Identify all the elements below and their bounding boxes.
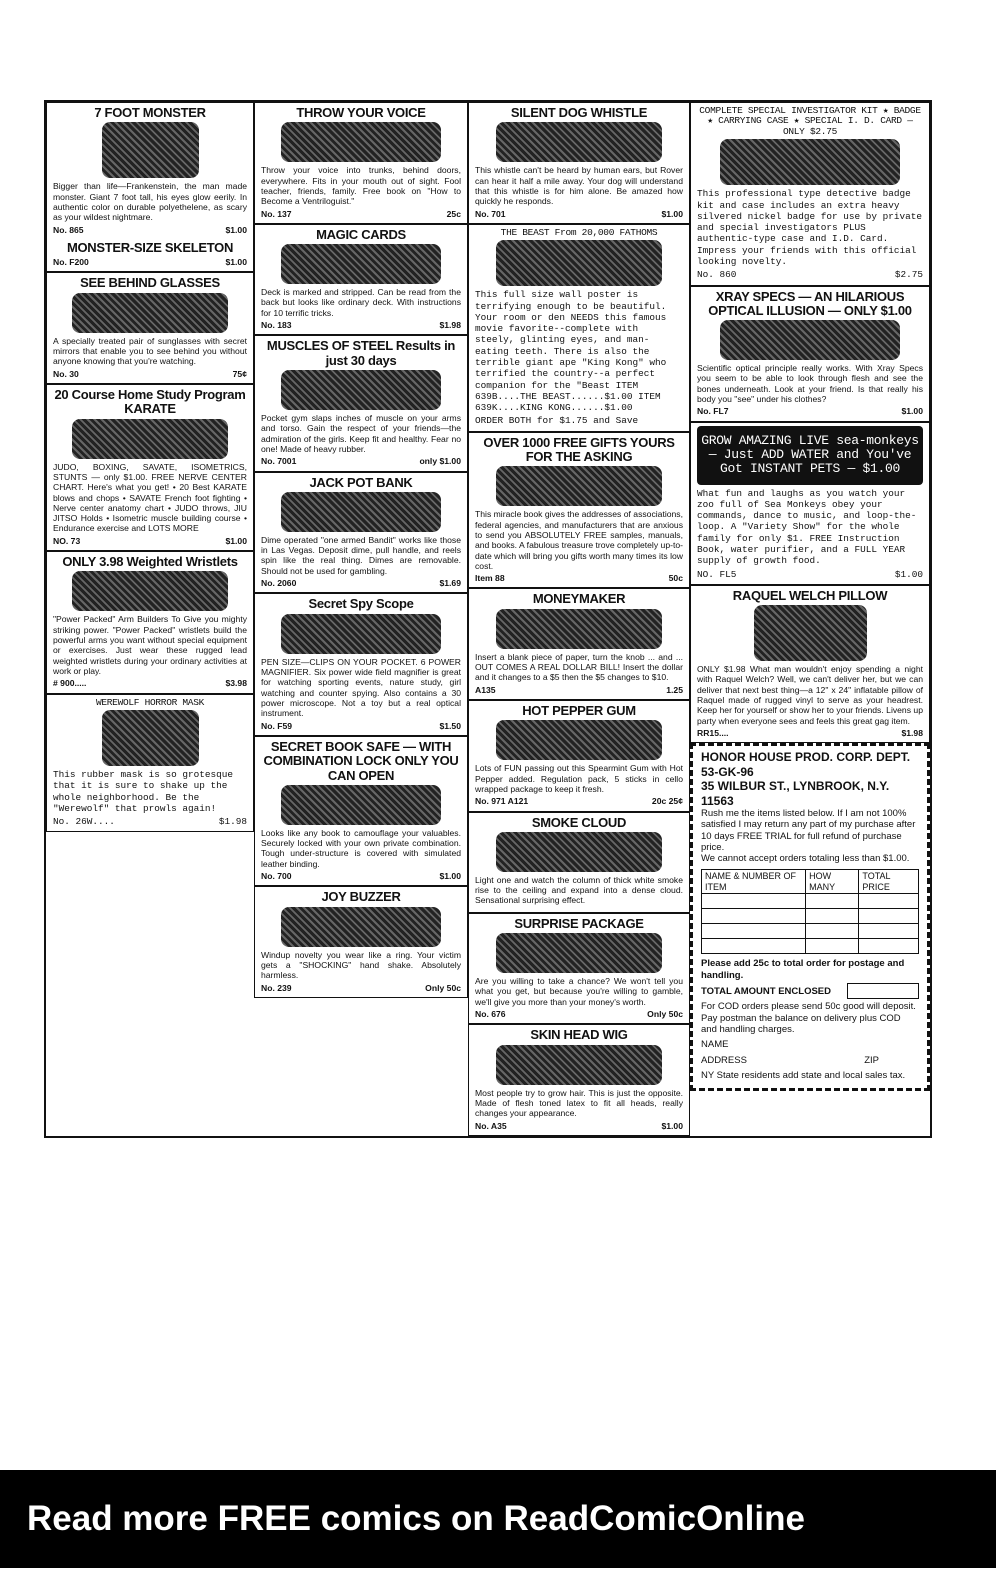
order-company: HONOR HOUSE PROD. CORP. DEPT. 53-GK-96 bbox=[701, 750, 911, 779]
ad-monster bbox=[46, 102, 254, 272]
ad-description: Throw your voice into trunks, behind doors, everywhere. Fits in your mouth out of sight. Fool teacher, friends, family. Free book on "How to Become a Ventriloguist." bbox=[261, 165, 461, 207]
total-label: TOTAL AMOUNT ENCLOSED bbox=[701, 985, 832, 997]
item-price: $1.69 bbox=[439, 578, 461, 589]
item-number: No. 183 bbox=[261, 320, 292, 331]
item-price: $1.00 bbox=[894, 568, 923, 580]
ad-price-line bbox=[53, 678, 247, 688]
order-cod: For COD orders please send 50c good will deposit. Pay postman the balance on delivery plus COD and handling charges. bbox=[701, 1001, 916, 1036]
item-number: No. 2060 bbox=[261, 578, 297, 589]
banner-text: Read more FREE comics on ReadComicOnline bbox=[27, 1499, 805, 1538]
ad-description: Insert a blank piece of paper, turn the knob ... and ... OUT COMES A REAL DOLLAR BILL! Insert the dollar and it changes to a $5 then the $5 changes to $10. bbox=[475, 651, 683, 683]
slot-machine-bank-illustration bbox=[281, 492, 441, 532]
ad-price-line bbox=[261, 209, 461, 219]
ad-price-line bbox=[261, 456, 461, 466]
hot-pepper-gum-cartoon bbox=[496, 720, 662, 760]
ad-price-line bbox=[697, 406, 923, 416]
ad-karate bbox=[46, 384, 254, 551]
item-price: $1.98 bbox=[901, 728, 923, 739]
spy-scope-illustration bbox=[281, 614, 441, 654]
tax-note: NY State residents add state and local sales tax. bbox=[701, 1070, 906, 1082]
ad-title: SECRET BOOK SAFE — WITH COMBINATION LOCK ONLY YOU CAN OPEN bbox=[263, 738, 459, 783]
fist-and-athlete-illustration bbox=[72, 571, 227, 611]
item-price: $1.98 bbox=[439, 320, 461, 331]
detective-badge-kit-illustration bbox=[720, 139, 901, 185]
ad-price-line bbox=[475, 1121, 683, 1131]
ad-raquel bbox=[690, 585, 930, 743]
ad-price-line bbox=[261, 983, 461, 993]
item-number: No. 860 bbox=[697, 269, 737, 281]
item-number: No. 865 bbox=[53, 224, 84, 235]
item-number: No. 676 bbox=[475, 1009, 506, 1020]
item-number: No. 30 bbox=[53, 368, 79, 379]
ad-description: Are you willing to take a chance? We won't tell you what you get, but because you're willing to gamble, we'll give you more than your money's worth. bbox=[475, 976, 683, 1007]
ad-description: Windup novelty you wear like a ring. Your victim gets a "SHOCKING" hand shake. Absolutely harmless. bbox=[261, 949, 461, 981]
order-guarantee: Rush me the items listed below. If I am not 100% satisfied I may return any part of my purchase after 10 days FREE TRIAL for full refund of purchase price. bbox=[701, 807, 916, 854]
ad-title: MONSTER-SIZE SKELETON bbox=[66, 239, 234, 255]
sea-monkeys-logo bbox=[697, 426, 923, 485]
column-header: HOW MANY bbox=[806, 869, 859, 894]
ad-wig bbox=[468, 1024, 690, 1136]
order-minimum: We cannot accept orders totaling less than $1.00. bbox=[701, 853, 910, 865]
item-price: 20c 25¢ bbox=[651, 796, 683, 807]
ad-description: Most people try to grow hair. This is just the opposite. Made of flesh toned latex to fit all heads, really changes your appearance. bbox=[475, 1087, 683, 1119]
order-row[interactable] bbox=[702, 924, 919, 939]
item-number: NO. FL5 bbox=[697, 568, 737, 580]
order-form bbox=[690, 743, 930, 1090]
item-number: No. 971 A121 bbox=[475, 796, 529, 807]
ad-magic bbox=[254, 224, 468, 336]
ad-seamonkeys bbox=[690, 422, 930, 585]
ad-price-line bbox=[261, 320, 461, 330]
ventriloquist-illustration bbox=[281, 122, 441, 162]
comic-ad-page bbox=[44, 100, 932, 1138]
item-number: No. F200 bbox=[53, 257, 89, 268]
smoke-cloud-illustration bbox=[496, 832, 662, 872]
item-price: $3.98 bbox=[225, 678, 247, 689]
ad-price-line bbox=[475, 573, 683, 583]
ad-price-line bbox=[475, 209, 683, 219]
item-price: $1.50 bbox=[439, 720, 461, 731]
ad-description: A specially treated pair of sunglasses with secret mirrors that enable you to see behind you without anyone knowing that you're watching. bbox=[53, 335, 247, 367]
ad-whistle bbox=[468, 102, 690, 224]
ad-price-line bbox=[53, 257, 247, 267]
ad-title: XRAY SPECS — AN HILARIOUS OPTICAL ILLUSION — ONLY $1.00 bbox=[708, 288, 912, 318]
item-price: $1.00 bbox=[225, 257, 247, 268]
ad-title: WEREWOLF HORROR MASK bbox=[95, 696, 205, 708]
ad-description: PEN SIZE—CLIPS ON YOUR POCKET. 6 POWER MAGNIFIER. Six power wide field magnifier is great for watching sporting events, nature study, girl watching and counter spying. Also contains a 30 power microscope. Not a toy but a real optical instrument. bbox=[261, 656, 461, 719]
order-table bbox=[701, 869, 919, 955]
order-row[interactable] bbox=[702, 939, 919, 954]
ad-description: This miracle book gives the addresses of associations, federal agencies, and manufacturers that are anxious to send you ABSOLUTELY FREE samples, manuals, and books. A fabulous treasure trove completely up-to-date which will bring you gifts worth many times its low cost. bbox=[475, 509, 683, 571]
ad-price-line bbox=[697, 269, 923, 280]
1001-free-book-illustration bbox=[496, 466, 662, 506]
item-price: $1.00 bbox=[661, 208, 683, 219]
item-price: $1.00 bbox=[225, 224, 247, 235]
karate-fighters-illustration bbox=[72, 419, 227, 459]
ad-title: 20 Course Home Study Program KARATE bbox=[54, 387, 246, 417]
ad-description: This rubber mask is so grotesque that it is sure to shake up the whole neighborhood. Be the "Werewolf" that prowls again! bbox=[53, 769, 234, 814]
ad-voice bbox=[254, 102, 468, 224]
item-number: No. 7001 bbox=[261, 456, 297, 467]
item-price: only $1.00 bbox=[419, 456, 461, 467]
xray-specs-illustration bbox=[720, 320, 901, 360]
frankenstein-monster-illustration bbox=[102, 122, 199, 178]
ad-description: Light one and watch the column of thick white smoke rise to the ceiling and expand into a dense cloud. Sensational surprising effect. bbox=[475, 874, 683, 906]
ad-book bbox=[254, 736, 468, 886]
ad-muscles bbox=[254, 335, 468, 471]
ad-description: JUDO, BOXING, SAVATE, ISOMETRICS, STUNTS — only $1.00. FREE NERVE CENTER CHART. Here's what you get! • 20 Best KARATE blows and chops • SAVATE French foot fighting • Nerve center anatomy chart • JUDO throws, JIU JITSO Holds • Isometric muscle building course • Endurance exercise and LOTS MORE bbox=[53, 461, 247, 534]
ad-description: Lots of FUN passing out this Spearmint Gum with Hot Pepper added. Regulation pack, 5 sticks in cello wrapped package to keep it fresh. bbox=[475, 763, 683, 794]
address-field-label[interactable]: ADDRESS bbox=[701, 1054, 747, 1066]
sunglasses-illustration bbox=[72, 293, 227, 333]
ad-price-line bbox=[261, 578, 461, 588]
surprise-package-illustration bbox=[496, 933, 662, 973]
ad-price-line bbox=[475, 415, 683, 426]
item-number: No. 239 bbox=[261, 982, 292, 993]
ad-price-line bbox=[53, 369, 247, 379]
ad-price-line bbox=[475, 685, 683, 695]
order-address: 35 WILBUR ST., LYNBROOK, N.Y. 11563 bbox=[701, 779, 890, 808]
item-number: NO. 73 bbox=[53, 535, 81, 546]
promo-banner[interactable] bbox=[0, 1470, 996, 1568]
item-number: No. FL7 bbox=[697, 406, 729, 417]
ad-title: HOT PEPPER GUM bbox=[522, 703, 636, 718]
item-number: No. 701 bbox=[475, 208, 506, 219]
item-number: A135 bbox=[475, 684, 496, 695]
column-header: TOTAL PRICE bbox=[859, 869, 919, 894]
ad-title: COMPLETE SPECIAL INVESTIGATOR KIT ★ BADGE ★ CARRYING CASE ★ SPECIAL I. D. CARD — ONLY $2.75 bbox=[699, 105, 921, 137]
ad-price-line bbox=[53, 536, 247, 546]
ad-description: Dime operated "one armed Bandit" works like those in Las Vegas. Deposit dime, pull handle, and reels spin like the real thing. Dimes are removable. Should not be used for gambling. bbox=[261, 534, 461, 576]
name-field-label[interactable]: NAME bbox=[701, 1039, 729, 1051]
ad-money bbox=[468, 588, 690, 700]
ad-price-line bbox=[697, 569, 923, 580]
raquel-welch-pillow-illustration bbox=[754, 605, 867, 661]
ad-description: Scientific optical principle really works. With Xray Specs you seem to be able to look through flesh and see the bones underneath. Look at your friend. Is that really his body you "see" under his clothes? bbox=[697, 363, 923, 405]
ad-smoke bbox=[468, 812, 690, 913]
ad-title: JACK POT BANK bbox=[309, 474, 413, 490]
ad-werewolf bbox=[46, 694, 254, 833]
moneymaker-illustration bbox=[496, 609, 662, 649]
ad-description: This full size wall poster is terrifying enough to be beautiful. Your room or den NEEDS this famous movie favorite--complete with steely, glinting eyes, and man-eating teeth. There is also the terrible giant ape "King Kong" who terrified the country--a perfect companion for the "Beast ITEM 639B....THE BEAST......$1.00 ITEM 639K....KING KONG......$1.00 bbox=[475, 289, 667, 414]
ad-title: SKIN HEAD WIG bbox=[530, 1027, 628, 1043]
dog-whistle-illustration bbox=[496, 122, 662, 162]
item-number: Item 88 bbox=[475, 573, 505, 584]
order-row[interactable] bbox=[702, 909, 919, 924]
total-amount-field[interactable] bbox=[847, 983, 919, 999]
ad-wrist bbox=[46, 551, 254, 693]
item-number: RR15.... bbox=[697, 728, 729, 739]
ad-description: Looks like any book to camouflage your valuables. Securely locked with your own private combination. Tough under-structure is covered with simulated leather binding. bbox=[261, 827, 461, 869]
ad-description: This professional type detective badge kit and case includes an extra heavy silvered nickel badge for use by private and special investigators PLUS authentic-type case and I.D. Card. Impress your friends with this official looking novelty. bbox=[697, 188, 923, 267]
skin-head-wig-illustration bbox=[496, 1045, 662, 1085]
item-price: $1.00 bbox=[439, 871, 461, 882]
item-number: ORDER BOTH for $1.75 and Save bbox=[475, 415, 639, 427]
ad-gifts bbox=[468, 432, 690, 589]
ad-title: MUSCLES OF STEEL Results in just 30 days bbox=[266, 338, 456, 368]
ad-title: MONEYMAKER bbox=[532, 591, 626, 607]
ad-price-line bbox=[697, 728, 923, 738]
item-price: 25c bbox=[446, 208, 461, 219]
zip-field-label[interactable]: ZIP bbox=[864, 1054, 879, 1066]
ad-price-line bbox=[53, 225, 247, 235]
item-price: Only 50c bbox=[647, 1009, 683, 1020]
item-number: # 900..... bbox=[53, 678, 87, 689]
item-price: 1.25 bbox=[666, 684, 683, 695]
ad-column bbox=[254, 102, 468, 998]
ad-title: SURPRISE PACKAGE bbox=[514, 915, 644, 931]
ad-price-line bbox=[261, 721, 461, 731]
ad-description: ONLY $1.98 What man wouldn't enjoy spending a night with Raquel Welch? Well, we can't deliver her, but we can deliver that next best thing—a 12" x 24" inflatable pillow of Raquel made of rugged vinyl to serve as your headrest. Keep her for yourself or show her to your friends. Livens up party when everyone sees and feels this great gag item. bbox=[697, 664, 923, 726]
ad-description: "Power Packed" Arm Builders To Give you mighty striking power. "Power Packed" wristlets build the powerful arms you want without special equipment or exercises. Just wear these rugged lead weighted wristlets during your ordinary activities at work or play. bbox=[53, 614, 247, 676]
item-price: $1.98 bbox=[218, 816, 247, 828]
ad-pepper bbox=[468, 700, 690, 812]
item-price: 75¢ bbox=[232, 368, 247, 379]
ad-title: JOY BUZZER bbox=[321, 889, 401, 905]
ad-description: Pocket gym slaps inches of muscle on your arms and torso. Gain the respect of your friends—the admiration of the girls. Keep fit and healthy. Fear no one! Made of heavy rubber. bbox=[261, 413, 461, 454]
item-number: No. 137 bbox=[261, 208, 292, 219]
ad-investigator bbox=[690, 102, 930, 286]
item-price: $2.75 bbox=[894, 269, 923, 281]
ad-column bbox=[46, 102, 254, 832]
item-number: No. 26W.... bbox=[53, 816, 115, 828]
item-price: $1.00 bbox=[901, 406, 923, 417]
ad-title: RAQUEL WELCH PILLOW bbox=[732, 587, 888, 603]
ad-column bbox=[690, 102, 930, 1091]
item-price: $1.00 bbox=[661, 1120, 683, 1131]
ad-description: Deck is marked and stripped. Can be read from the back but looks like ordinary deck. With instructions for 10 terrific tricks. bbox=[261, 287, 461, 318]
item-number: No. F59 bbox=[261, 720, 293, 731]
ad-title: SEE BEHIND GLASSES bbox=[80, 275, 220, 291]
order-row[interactable] bbox=[702, 894, 919, 909]
ad-price-line bbox=[261, 871, 461, 881]
ad-title: THE BEAST From 20,000 FATHOMS bbox=[500, 226, 658, 238]
item-number: No. A35 bbox=[475, 1120, 507, 1131]
ad-title: SILENT DOG WHISTLE bbox=[510, 105, 648, 120]
ad-jackpot bbox=[254, 472, 468, 594]
ad-title: Secret Spy Scope bbox=[308, 596, 414, 612]
ad-title: GROW AMAZING LIVE sea-monkeys — Just ADD WATER and You've Got INSTANT PETS — $1.00 bbox=[701, 432, 919, 477]
item-price: Only 50c bbox=[425, 982, 461, 993]
ad-glasses bbox=[46, 272, 254, 384]
ad-beast bbox=[468, 224, 690, 432]
column-header: NAME & NUMBER OF ITEM bbox=[702, 869, 806, 894]
item-price: $1.00 bbox=[225, 535, 247, 546]
beast-poster-illustration bbox=[496, 240, 662, 286]
ad-title: SMOKE CLOUD bbox=[531, 814, 627, 830]
ad-price-line bbox=[475, 796, 683, 806]
ad-buzzer bbox=[254, 886, 468, 998]
ad-description: This whistle can't be heard by human ears, but Rover can hear it half a mile away. Your dog will understand that this whistle is for him alone. Be amazed how quickly he responds. bbox=[475, 165, 683, 207]
ad-description: Bigger than life—Frankenstein, the man made monster. Giant 7 foot tall, his eyes glow eerily. In authentic color on durable polyethelene, as scary as your wildest nightmare. bbox=[53, 181, 247, 223]
book-safe-illustration bbox=[281, 785, 441, 825]
ad-title: 7 FOOT MONSTER bbox=[94, 105, 206, 120]
joy-buzzer-illustration bbox=[281, 907, 441, 947]
ad-xray bbox=[690, 286, 930, 422]
order-postage: Please add 25c to total order for postage and handling. bbox=[701, 958, 905, 981]
ad-surprise bbox=[468, 913, 690, 1025]
ad-title: THROW YOUR VOICE bbox=[296, 105, 426, 120]
muscleman-illustration bbox=[281, 370, 441, 410]
ad-price-line bbox=[475, 1009, 683, 1019]
item-price: 50c bbox=[668, 573, 683, 584]
ad-title: ONLY 3.98 Weighted Wristlets bbox=[62, 554, 238, 570]
ad-title: OVER 1000 FREE GIFTS YOURS FOR THE ASKING bbox=[483, 434, 675, 464]
ad-price-line bbox=[53, 816, 247, 827]
werewolf-mask-illustration bbox=[102, 710, 199, 766]
ad-title: MAGIC CARDS bbox=[316, 226, 406, 242]
ad-spy bbox=[254, 593, 468, 735]
ad-column bbox=[468, 102, 690, 1136]
ad-description: What fun and laughs as you watch your zoo full of Sea Monkeys obey your commands, dance to music, and loop-the-loop. A "Variety Show" for the whole family for only $1. FREE Instruction Book, water purifier, and a FULL YEAR supply of growth food. bbox=[697, 487, 917, 567]
item-number: No. 700 bbox=[261, 871, 292, 882]
marked-cards-illustration bbox=[281, 244, 441, 284]
